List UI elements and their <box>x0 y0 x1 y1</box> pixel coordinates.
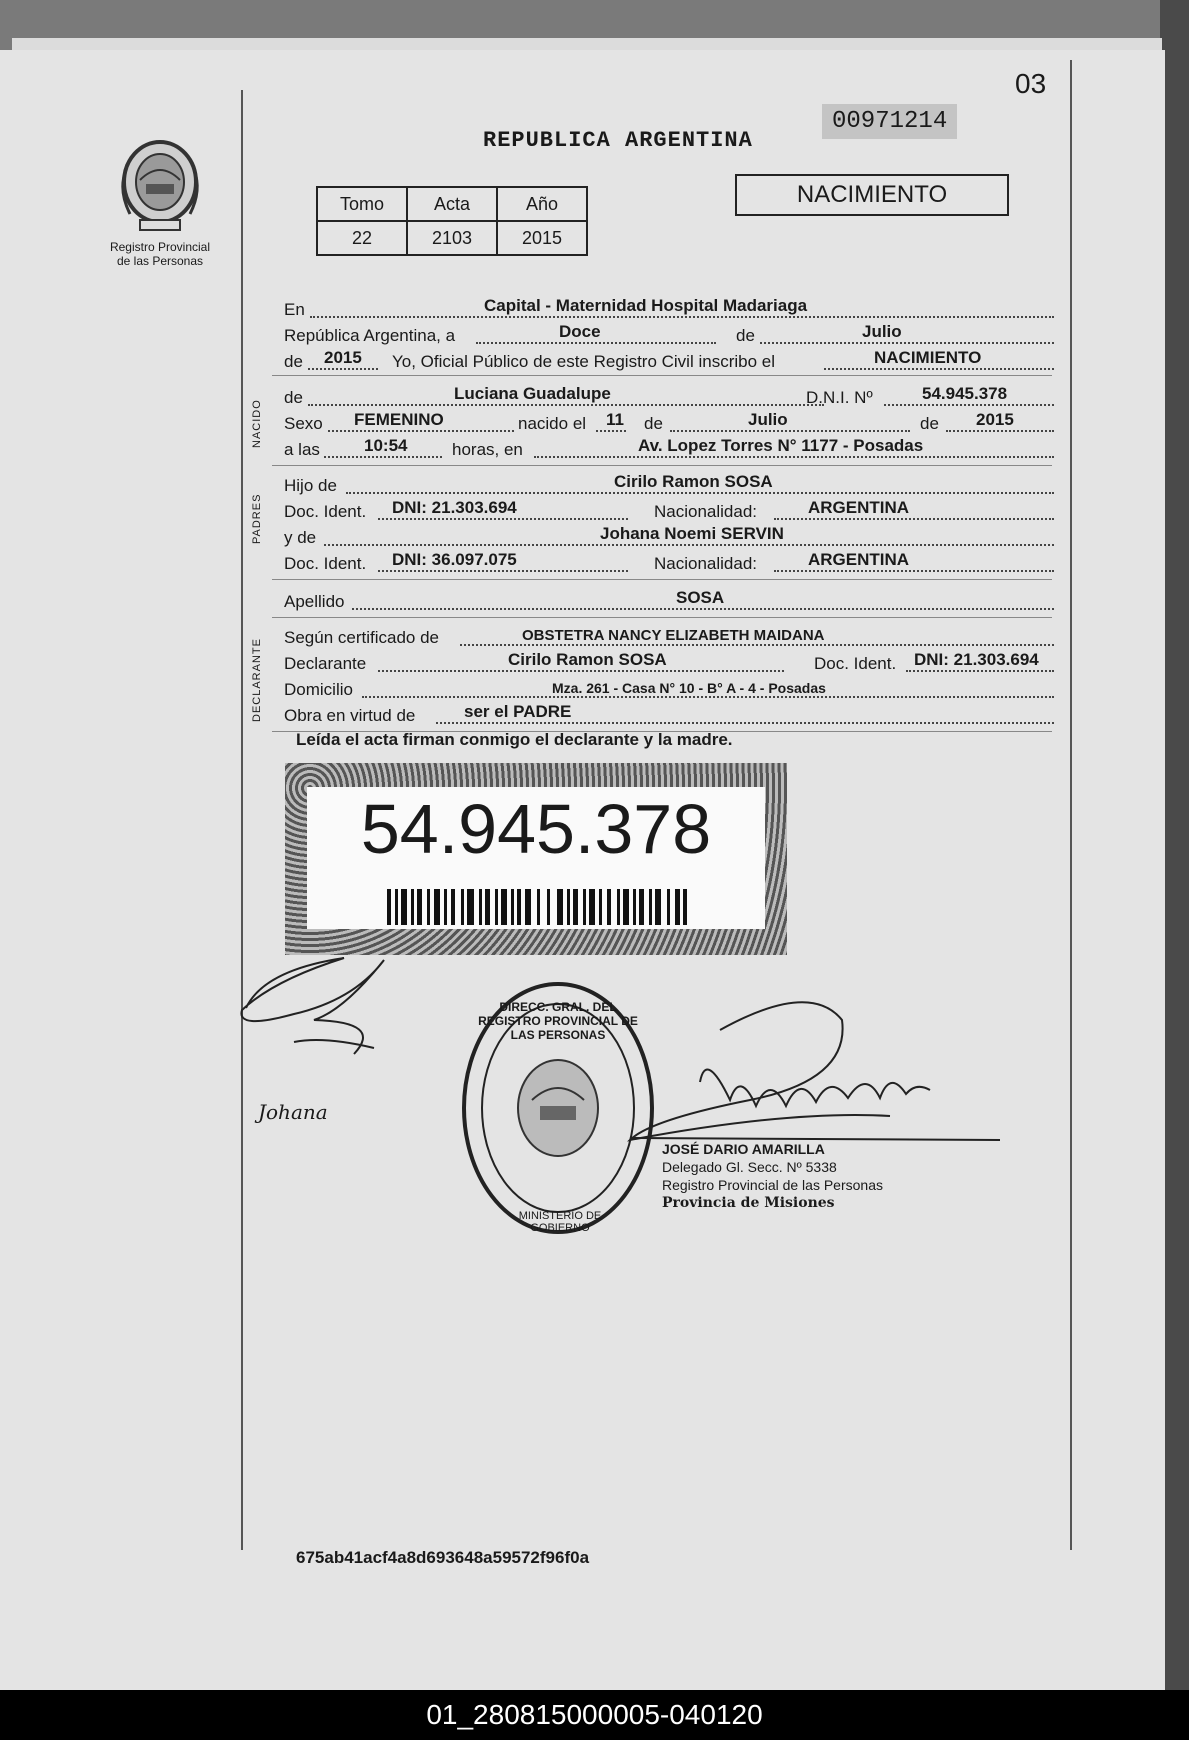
row-domicilio <box>284 678 1054 700</box>
record-type-box: NACIMIENTO <box>735 174 1009 216</box>
label-father-nationality: Nacionalidad: <box>654 502 758 521</box>
value-declarante-doc: DNI: 21.303.694 <box>914 650 1039 669</box>
section-label-nacido: NACIDO <box>251 399 263 448</box>
value-certificado: OBSTETRA NANCY ELIZABETH MAIDANA <box>522 627 825 644</box>
section-separator <box>272 579 1052 580</box>
section-separator <box>272 375 1052 376</box>
value-child-dni: 54.945.378 <box>922 384 1008 403</box>
row-en <box>284 298 1054 320</box>
value-birth-place: Av. Lopez Torres N° 1177 - Posadas <box>638 436 924 455</box>
label-hijo: Hijo de <box>284 476 337 495</box>
label-declarante: Declarante <box>284 654 367 673</box>
mother-signature-text: Johana <box>258 1100 328 1124</box>
label-nacido: nacido el <box>518 414 587 433</box>
value-year: 2015 <box>324 348 362 367</box>
value-mother-doc: DNI: 36.097.075 <box>392 550 517 569</box>
label-declarante-doc: Doc. Ident. <box>814 654 897 673</box>
dotted-line <box>670 429 910 432</box>
table-value-acta: 2103 <box>407 221 497 255</box>
table-value-ano: 2015 <box>497 221 587 255</box>
label-mother-nationality: Nacionalidad: <box>654 554 758 573</box>
country-title: REPUBLICA ARGENTINA <box>483 128 753 153</box>
value-obra: ser el PADRE <box>464 702 572 721</box>
section-label-declarante: DECLARANTE <box>251 638 263 722</box>
value-birth-day: 11 <box>606 410 624 429</box>
label-yde: y de <box>284 528 317 547</box>
table-header-acta: Acta <box>407 187 497 221</box>
value-domicilio: Mza. 261 - Casa N° 10 - B° A - 4 - Posadas <box>552 680 826 696</box>
label-year-de: de <box>284 352 303 371</box>
label-obra: Obra en virtud de <box>284 706 416 725</box>
signatory-role: Delegado Gl. Secc. Nº 5338 <box>662 1159 837 1175</box>
label-apellido: Apellido <box>284 592 345 611</box>
dni-sticker-number: 54.945.378 <box>360 790 712 868</box>
dni-sticker <box>285 763 787 955</box>
row-certificado <box>284 626 1054 648</box>
row-declarante <box>284 652 1054 674</box>
signatory-name: JOSÉ DARIO AMARILLA <box>662 1141 825 1157</box>
section-separator <box>272 465 1052 466</box>
row-father-doc <box>284 500 1054 522</box>
label-domicilio: Domicilio <box>284 680 353 699</box>
value-place-of-record: Capital - Maternidad Hospital Madariaga <box>484 296 808 315</box>
label-sexo: Sexo <box>284 414 323 433</box>
value-father-doc: DNI: 21.303.694 <box>392 498 517 517</box>
book-reference-table <box>316 186 588 256</box>
label-father-doc: Doc. Ident. <box>284 502 367 521</box>
serial-number: 00971214 <box>822 104 957 139</box>
row-father <box>284 474 1054 496</box>
section-separator <box>272 617 1052 618</box>
label-alas: a las <box>284 440 320 459</box>
left-margin-rule <box>241 90 243 1550</box>
row-obra <box>284 704 1054 726</box>
mother-signature-icon <box>234 950 404 1060</box>
dni-sticker-label <box>307 787 765 929</box>
table-header-tomo: Tomo <box>317 187 407 221</box>
signatory-province: Provincia de Misiones <box>662 1195 835 1211</box>
row-year <box>284 350 1054 372</box>
row-apellido <box>284 590 1054 612</box>
value-inscribed: NACIMIENTO <box>874 348 982 367</box>
row-sex-birth <box>284 412 1054 434</box>
label-officer-text: Yo, Oficial Público de este Registro Civil inscribo el <box>392 352 775 371</box>
seal-outer-text: DIRECC. GRAL. DEL REGISTRO PROVINCIAL DE LAS PERSONAS <box>478 1000 638 1042</box>
page-number: 03 <box>1015 68 1047 99</box>
value-mother-name: Johana Noemi SERVIN <box>600 524 784 543</box>
table-header-ano: Año <box>497 187 587 221</box>
value-month: Julio <box>862 322 902 341</box>
scan-footer-code: 01_280815000005-040120 <box>0 1690 1189 1740</box>
dotted-line <box>760 341 1054 344</box>
value-sex: FEMENINO <box>354 410 444 429</box>
barcode-icon <box>387 889 687 925</box>
value-day: Doce <box>559 322 601 341</box>
value-apellido: SOSA <box>676 588 725 607</box>
right-margin-rule <box>1070 60 1072 1550</box>
value-father-name: Cirilo Ramon SOSA <box>614 472 773 491</box>
row-time-place <box>284 438 1054 460</box>
value-birth-time: 10:54 <box>364 436 408 455</box>
document-hash: 675ab41acf4a8d693648a59572f96f0a <box>296 1548 590 1567</box>
table-value-tomo: 22 <box>317 221 407 255</box>
label-certificado: Según certificado de <box>284 628 439 647</box>
value-birth-month: Julio <box>748 410 788 429</box>
seal-inner-text: MINISTERIO DE GOBIERNO <box>518 1210 602 1234</box>
row-mother-doc <box>284 552 1054 574</box>
label-en: En <box>284 300 305 319</box>
section-label-padres: PADRES <box>251 493 263 544</box>
label-de: de <box>736 326 755 345</box>
label-horas: horas, en <box>452 440 523 459</box>
label-birth-de1: de <box>644 414 663 433</box>
row-mother <box>284 526 1054 548</box>
value-mother-nationality: ARGENTINA <box>808 550 910 569</box>
row-date <box>284 324 1054 346</box>
label-republica: República Argentina, a <box>284 326 456 345</box>
value-declarante: Cirilo Ramon SOSA <box>508 650 667 669</box>
label-dni: D.N.I. Nº <box>806 388 873 407</box>
closing-note: Leída el acta firman conmigo el declarante y la madre. <box>296 730 733 749</box>
label-mother-doc: Doc. Ident. <box>284 554 367 573</box>
registry-name-line2: de las Personas <box>116 254 204 268</box>
value-birth-year: 2015 <box>976 410 1014 429</box>
signatory-block <box>662 1140 883 1212</box>
row-name <box>284 386 1054 408</box>
registry-name <box>95 240 225 268</box>
signatory-institution: Registro Provincial de las Personas <box>662 1177 883 1193</box>
value-child-name: Luciana Guadalupe <box>454 384 611 403</box>
label-name-de: de <box>284 388 303 407</box>
value-father-nationality: ARGENTINA <box>808 498 910 517</box>
registry-logo-icon <box>110 130 210 240</box>
label-birth-de2: de <box>920 414 939 433</box>
registry-name-line1: Registro Provincial <box>109 240 211 254</box>
